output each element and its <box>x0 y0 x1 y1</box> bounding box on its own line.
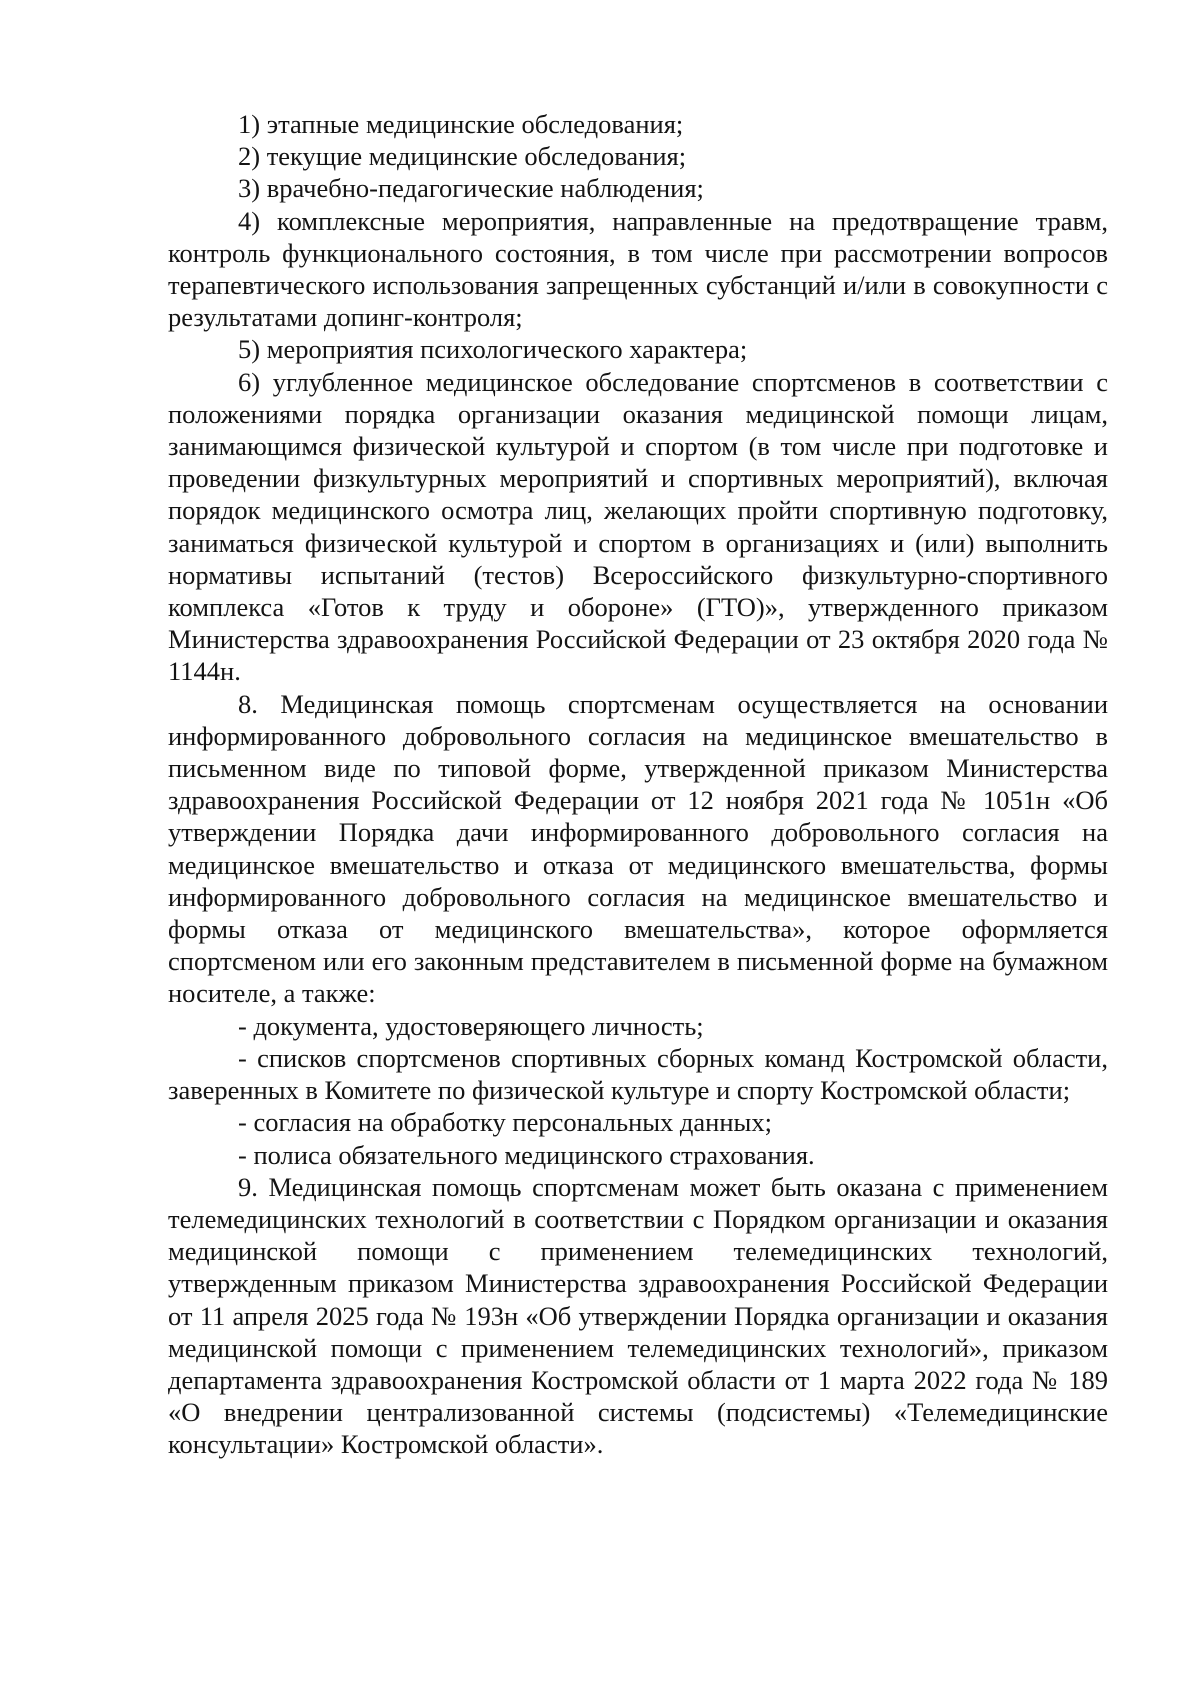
list-item-5: 5) мероприятия психологического характера; <box>238 334 748 365</box>
list-item-3: 3) врачебно-педагогические наблюдения; <box>238 173 704 204</box>
clause-9: 9. Медицинская помощь спортсменам может быть оказана с применением телемедицинских технологий в соответствии с Порядком организации и оказания медицинской помощи с применением телемедицинских технологий, утвержденным приказом Министерства здравоохранения Российской Федерации от 11 апреля 2025 года № 193н «Об утверждении Порядка организации и оказания медицинской помощи с применением телемедицинских технологий», приказом департамента здравоохранения Костромской области от 1 марта 2022 года № 189 «О внедрении централизованной системы (подсистемы) «Телемедицинские консультации» Костромской области». <box>168 1171 1108 1460</box>
list-item-1: 1) этапные медицинские обследования; <box>238 109 684 139</box>
list-item-6: 6) углубленное медицинское обследование спортсменов в соответствии с положениями порядка организации оказания медицинской помощи лицам, занимающимся физической культурой и спортом (в том числе при подготовке и проведении физкультурных мероприятий и спортивных мероприятий), включая порядок медицинского осмотра лиц, желающих пройти спортивную подготовку, заниматься физической культурой и спортом в организациях и (или) выполнить нормативы испытаний (тестов) Всероссийского физкультурно-спортивного комплекса «Готов к труду и обороне» (ГТО)», утвержденного приказом Министерства здравоохранения Российской Федерации от 23 октября 2020 года № 1144н. <box>168 366 1108 687</box>
document-list-item-consent: - согласия на обработку персональных данных; <box>238 1107 772 1138</box>
document-list-item-team-lists: - списков спортсменов спортивных сборных команд Костромской области, заверенных в Комитете по физической культуре и спорту Костромской области; <box>168 1042 1108 1106</box>
document-list-item-insurance: - полиса обязательного медицинского страхования. <box>238 1139 815 1170</box>
list-item-2: 2) текущие медицинские обследования; <box>238 141 687 172</box>
list-item-4: 4) комплексные мероприятия, направленные на предотвращение травм, контроль функционального состояния, в том числе при рассмотрении вопросов терапевтического использования запрещенных субстанций и/или в совокупности с результатами допинг-контроля; <box>168 205 1108 333</box>
document-list-item-id: - документа, удостоверяющего личность; <box>238 1010 704 1041</box>
clause-8: 8. Медицинская помощь спортсменам осуществляется на основании информированного добровольного согласия на медицинское вмешательство в письменном виде по типовой форме, утвержденной приказом Министерства здравоохранения Российской Федерации от 12 ноября 2021 года № 1051н «Об утверждении Порядка дачи информированного добровольного согласия на медицинское вмешательство и отказа от медицинского вмешательства, формы информированного добровольного согласия на медицинское вмешательство и формы отказа от медицинского вмешательства», которое оформляется спортсменом или его законным представителем в письменной форме на бумажном носителе, а также: <box>168 688 1108 1009</box>
document-page <box>168 108 1108 1461</box>
